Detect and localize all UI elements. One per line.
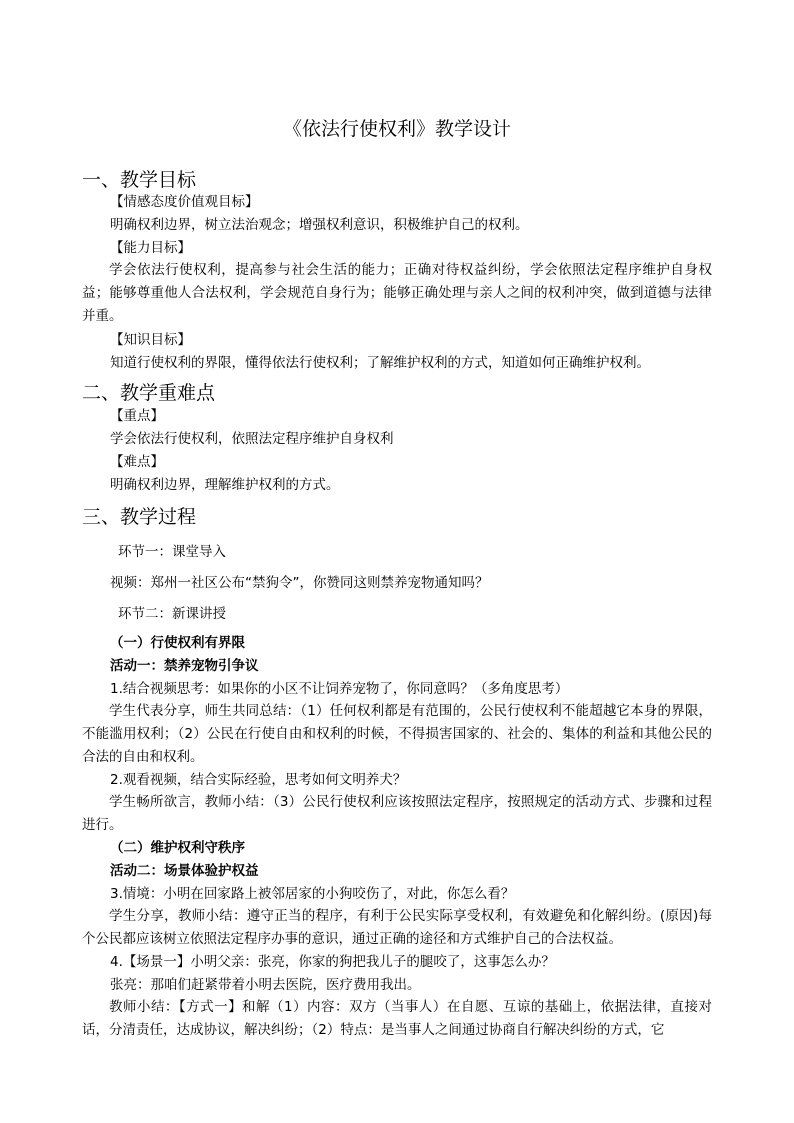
question-one: 1.结合视频思考：如果你的小区不让饲养宠物了，你同意吗？（多角度思考） xyxy=(110,681,569,697)
step-intro: 环节一：课堂导入 xyxy=(118,544,226,560)
question-two: 2.观看视频，结合实际经验，思考如何文明养犬？ xyxy=(110,772,407,788)
document-title: 《依法行使权利》教学设计 xyxy=(282,118,511,140)
emotion-goal-text: 明确权利边界，树立法治观念；增强权利意识，积极维护自己的权利。 xyxy=(110,217,529,233)
activity-one-title: 活动一：禁养宠物引争议 xyxy=(110,658,259,674)
summary-four: 教师小结：【方式一】和解（1）内容：双方（当事人）在自愿、互谅的基础上，依据法律，直接对话，分清责任，达成协议，解决纠纷；（2）特点：是当事人之间通过协商自行解决纠纷的方式，它 xyxy=(82,999,712,1038)
section-heading-objectives: 一、教学目标 xyxy=(82,169,197,191)
knowledge-goal-label: 【知识目标】 xyxy=(110,332,191,348)
emotion-goal-label: 【情感态度价值观目标】 xyxy=(110,194,259,210)
zhang-liang-reply: 张亮：那咱们赶紧带着小明去医院，医疗费用我出。 xyxy=(110,977,421,993)
summary-two: 学生畅所欲言，教师小结：（3）公民行使权利应该按照法定程序，按照规定的活动方式、步骤和过程进行。 xyxy=(82,794,712,833)
section-heading-process: 三、教学过程 xyxy=(82,506,197,528)
summary-three: 学生分享，教师小结：遵守正当的程序，有利于公民实际享受权利，有效避免和化解纠纷。(原因)每个公民都应该树立依照法定程序办事的意识，通过正确的途径和方式维护自己的合法权益。 xyxy=(82,908,712,947)
video-question: 视频：郑州一社区公布“禁狗令”，你赞同这则禁养宠物通知吗？ xyxy=(110,575,489,591)
key-point-label: 【重点】 xyxy=(110,408,164,424)
question-three: 3.情境：小明在回家路上被邻居家的小狗咬伤了，对此，你怎么看？ xyxy=(110,886,515,902)
scene-one-dialogue: 4.【场景一】小明父亲：张亮，你家的狗把我儿子的腿咬了，这事怎么办？ xyxy=(110,954,555,970)
part-two-title: （二）维护权利守秩序 xyxy=(110,840,245,856)
ability-goal-text: 学会依法行使权利，提高参与社会生活的能力；正确对待权益纠纷，学会依照法定程序维护自身权益；能够尊重他人合法权利，学会规范自身行为；能够正确处理与亲人之间的权利冲突，做到道德与法律并重。 xyxy=(82,262,712,324)
key-point-text: 学会依法行使权利，依照法定程序维护自身权利 xyxy=(110,431,394,447)
ability-goal-label: 【能力目标】 xyxy=(110,240,191,256)
part-one-title: （一）行使权利有界限 xyxy=(110,635,245,651)
difficulty-text: 明确权利边界，理解维护权利的方式。 xyxy=(110,477,340,493)
activity-two-title: 活动二：场景体验护权益 xyxy=(110,863,259,879)
knowledge-goal-text: 知道行使权利的界限，懂得依法行使权利；了解维护权利的方式，知道如何正确维护权利。 xyxy=(110,355,650,371)
section-heading-key-points: 二、教学重难点 xyxy=(82,382,216,404)
step-new-lesson: 环节二：新课讲授 xyxy=(118,606,226,622)
summary-one: 学生代表分享，师生共同总结：（1）任何权利都是有范围的，公民行使权利不能超越它本身的界限，不能滥用权利；（2）公民在行使自由和权利的时候，不得损害国家的、社会的、集体的利益和其他公民的合法的自由和权利。 xyxy=(82,703,712,765)
difficulty-label: 【难点】 xyxy=(110,454,164,470)
